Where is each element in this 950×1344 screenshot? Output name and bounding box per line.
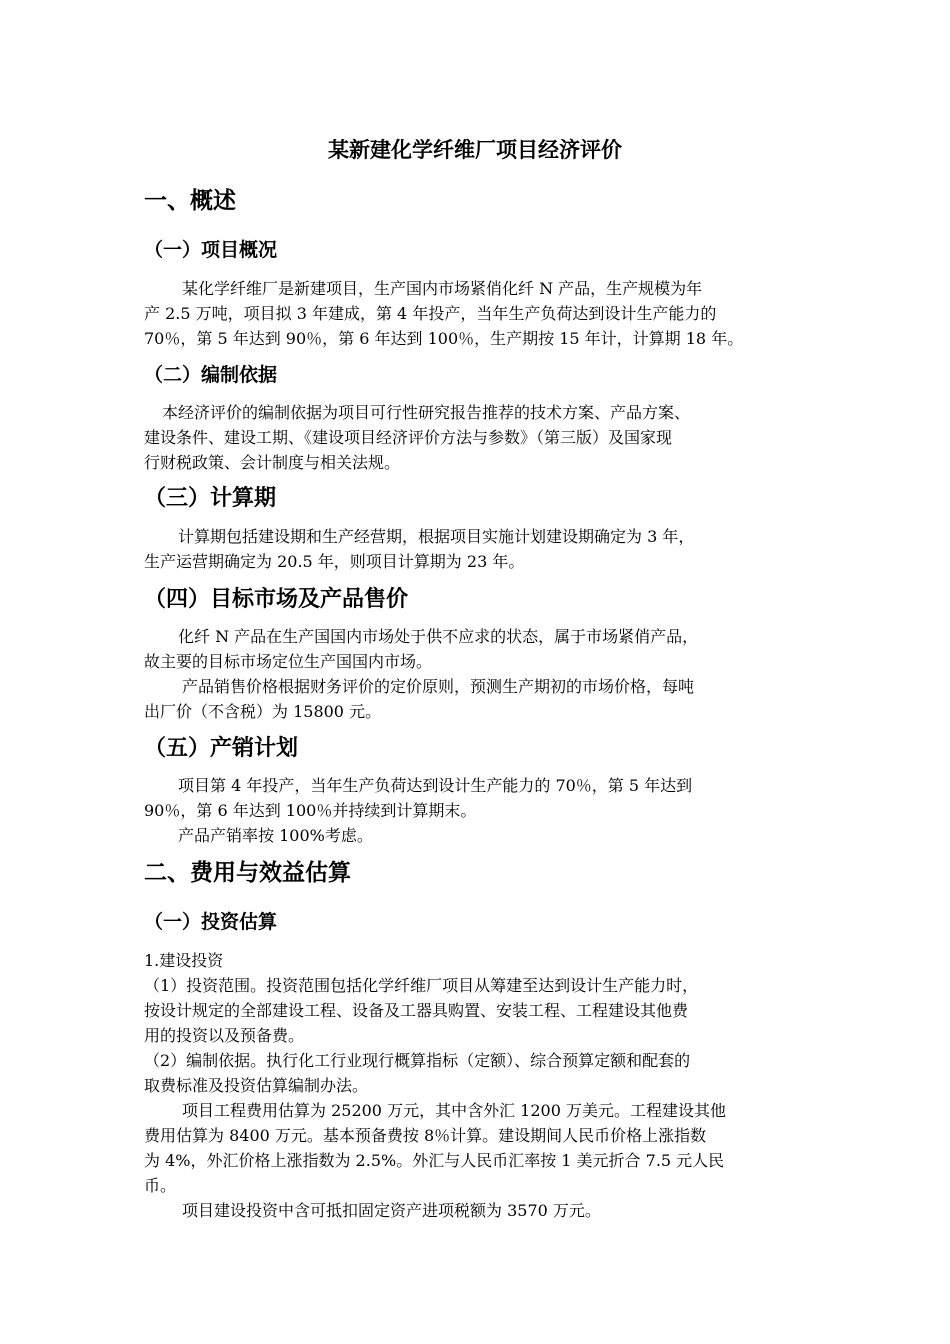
text-line: 项目第 4 年投产，当年生产负荷达到设计生产能力的 70％，第 5 年达到 <box>178 776 693 795</box>
text-line: （1）投资范围。投资范围包括化学纤维厂项目从筹建至达到设计生产能力时， <box>144 976 699 995</box>
text-line: 产品产销率按 100%考虑。 <box>178 826 373 845</box>
paragraph-sales-plan <box>144 773 808 848</box>
paragraph-calculation-period <box>144 524 808 574</box>
text-line: 出厂价（不含税）为 15800 元。 <box>144 702 382 721</box>
text-line: 取费标准及投资估算编制办法。 <box>144 1076 369 1095</box>
subsection-heading-project-overview: （一）项目概况 <box>144 239 278 261</box>
text-line: 计算期包括建设期和生产经营期，根据项目实施计划建设期确定为 3 年， <box>178 527 695 546</box>
text-line: 产 2.5 万吨，项目拟 3 年建成，第 4 年投产，当年生产负荷达到设计生产能力的 <box>144 304 717 323</box>
paragraph-basis <box>144 400 808 475</box>
subsection-heading-basis: （二）编制依据 <box>144 364 278 386</box>
paragraph-market-price <box>144 624 808 724</box>
paragraph-project-overview <box>144 276 808 351</box>
text-line: 生产运营期确定为 20.5 年，则项目计算期为 23 年。 <box>144 552 525 571</box>
subsection-heading-market-price: （四）目标市场及产品售价 <box>144 587 409 612</box>
section-heading-overview: 一、概述 <box>144 188 236 214</box>
text-line: 产品销售价格根据财务评价的定价原则，预测生产期初的市场价格，每吨 <box>182 677 695 696</box>
text-line: 70％，第 5 年达到 90％，第 6 年达到 100％，生产期按 15 年计，计算期 18 年。 <box>144 329 744 348</box>
text-line: 1.建设投资 <box>144 951 224 970</box>
subsection-heading-calculation-period: （三）计算期 <box>144 486 277 511</box>
text-line: 90％，第 6 年达到 100％并持续到计算期末。 <box>144 801 477 820</box>
section-heading-cost-benefit: 二、费用与效益估算 <box>144 860 351 886</box>
text-line: 某化学纤维厂是新建项目，生产国内市场紧俏化纤 N 产品，生产规模为年 <box>182 279 703 298</box>
text-line: 行财税政策、会计制度与相关法规。 <box>144 453 401 472</box>
text-line: 币。 <box>144 1176 177 1195</box>
subsection-heading-sales-plan: （五）产销计划 <box>144 736 299 761</box>
document-title: 某新建化学纤维厂项目经济评价 <box>328 138 622 162</box>
text-line: 化纤 N 产品在生产国国内市场处于供不应求的状态，属于市场紧俏产品， <box>178 627 699 646</box>
text-line: 为 4%，外汇价格上涨指数为 2.5%。外汇与人民币汇率按 1 美元折合 7.5 元人民 <box>144 1151 725 1170</box>
text-line: 项目建设投资中含可抵扣固定资产进项税额为 3570 万元。 <box>182 1201 601 1220</box>
text-line: （2）编制依据。执行化工行业现行概算指标（定额）、综合预算定额和配套的 <box>144 1051 691 1070</box>
text-line: 用的投资以及预备费。 <box>144 1026 305 1045</box>
text-line: 故主要的目标市场定位生产国国内市场。 <box>144 652 433 671</box>
subsection-heading-investment-estimate: （一）投资估算 <box>144 911 278 933</box>
text-line: 建设条件、建设工期、《建设项目经济评价方法与参数》（第三版）及国家现 <box>144 428 673 447</box>
text-line: 项目工程费用估算为 25200 万元，其中含外汇 1200 万美元。工程建设其他 <box>182 1101 726 1120</box>
paragraph-investment-estimate <box>144 948 808 1223</box>
text-line: 按设计规定的全部建设工程、设备及工器具购置、安装工程、工程建设其他费 <box>144 1001 689 1020</box>
text-line: 本经济评价的编制依据为项目可行性研究报告推荐的技术方案、产品方案、 <box>162 403 691 422</box>
text-line: 费用估算为 8400 万元。基本预备费按 8％计算。建设期间人民币价格上涨指数 <box>144 1126 707 1145</box>
